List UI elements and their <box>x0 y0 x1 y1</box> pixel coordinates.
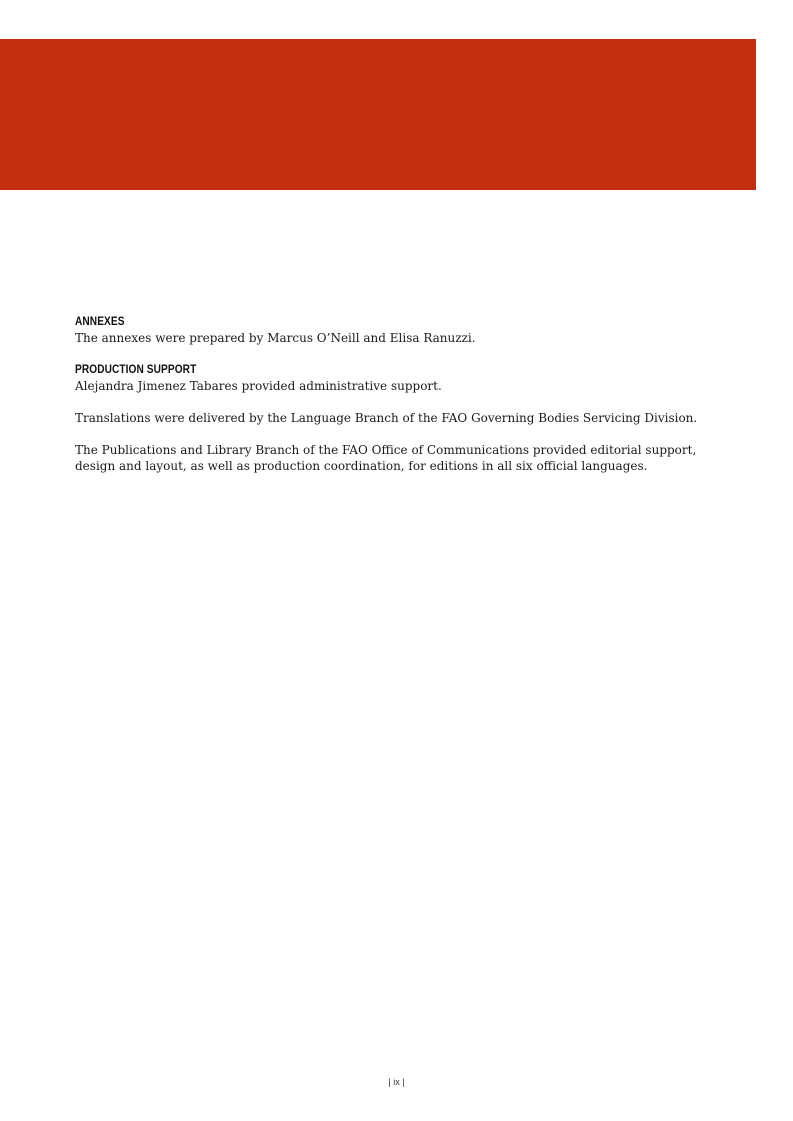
annexes-text: The annexes were prepared by Marcus O’Neill and Elisa Ranuzzi. <box>75 331 476 345</box>
publications-paragraph: The Publications and Library Branch of the FAO Office of Communications provided editorial support, design and layout, as well as production coordination, for editions in all six official languages. <box>75 443 697 473</box>
header-banner <box>0 39 756 190</box>
translations-paragraph: Translations were delivered by the Language Branch of the FAO Governing Bodies Servicing Division. <box>75 411 698 425</box>
page-number: | ix | <box>388 1077 405 1087</box>
annexes-heading: ANNEXES <box>75 316 125 328</box>
main-content <box>75 314 715 474</box>
production-support-paragraph: Alejandra Jimenez Tabares provided administrative support. <box>75 379 442 393</box>
production-support-heading: PRODUCTION SUPPORT <box>75 364 197 376</box>
